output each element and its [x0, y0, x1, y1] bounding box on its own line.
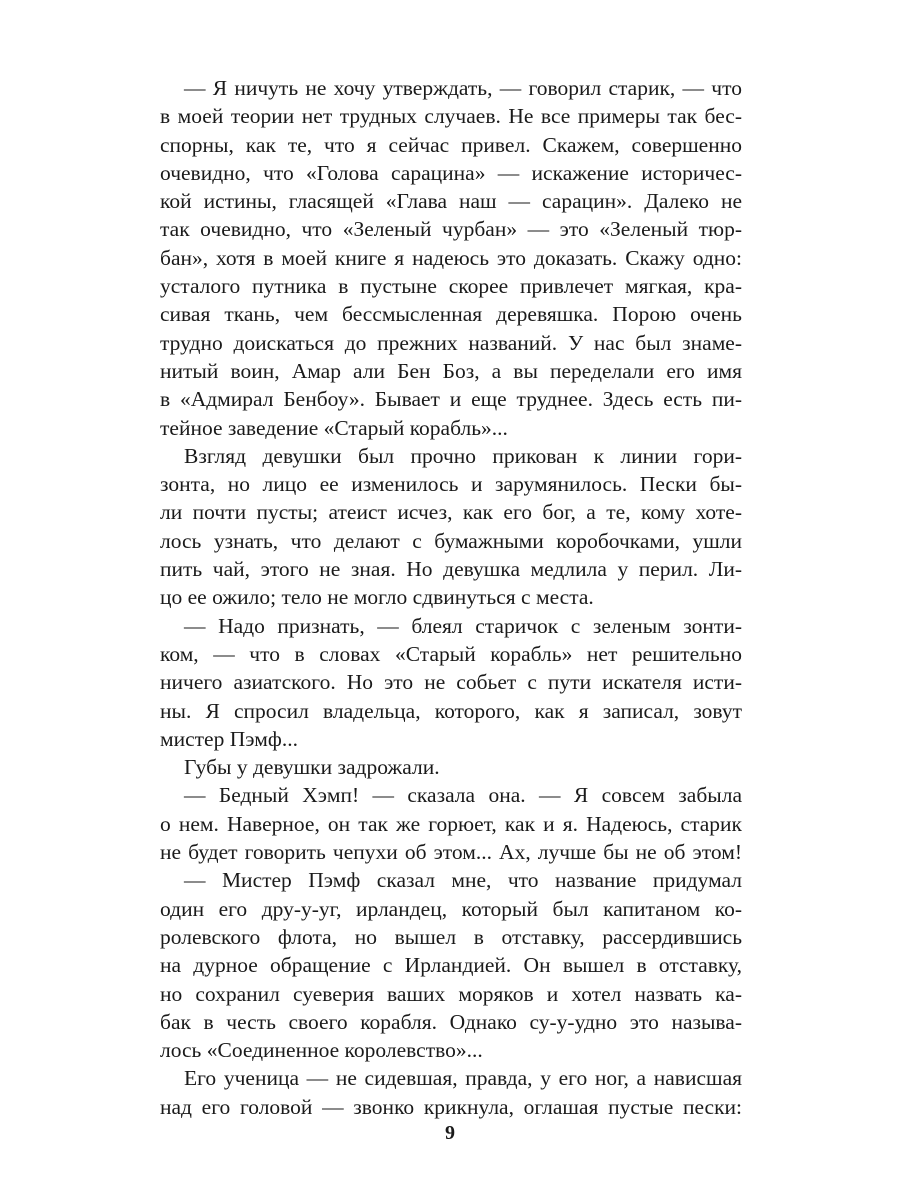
text-line: над его головой — звонко крикнула, оглашая пустые пески: [160, 1094, 742, 1119]
text-line: зонта, но лицо ее изменилось и зарумянилось. Пески бы- [160, 472, 742, 497]
text-line: цо ее ожило; тело не могло сдвинуться с места. [160, 585, 594, 610]
text-line: бан», хотя в моей книге я надеюсь это доказать. Скажу одно: [160, 245, 742, 270]
text-line: на дурное обращение с Ирландией. Он вышел в отставку, [160, 953, 742, 978]
text-line: не будет говорить чепухи об этом... Ах, лучше бы не об этом! [160, 840, 742, 865]
text-line: мистер Пэмф... [160, 726, 298, 751]
paragraph [160, 866, 742, 1064]
text-line: но сохранил суеверия ваших моряков и хотел назвать ка- [160, 981, 742, 1006]
paragraph [160, 442, 742, 612]
page-number: 9 [445, 1122, 455, 1144]
text-line: очевидно, что «Голова сарацина» — искажение историчес- [160, 160, 742, 185]
text-line: лось «Соединенное королевство»... [160, 1038, 483, 1063]
page-text [160, 74, 742, 1121]
text-line: нитый воин, Амар али Бен Боз, а вы переделали его имя [160, 358, 742, 383]
paragraph [160, 74, 742, 442]
text-line: сивая ткань, чем бессмысленная деревяшка. Порою очень [160, 302, 742, 327]
text-line: усталого путника в пустыне скорее привлечет мягкая, кра- [160, 274, 742, 299]
text-line: трудно доискаться до прежних названий. У нас был знаме- [160, 330, 742, 355]
text-line: лось узнать, что делают с бумажными коробочками, ушли [160, 528, 742, 553]
paragraph [160, 1064, 742, 1121]
paragraph [160, 781, 742, 866]
text-line: пить чай, этого не зная. Но девушка медлила у перил. Ли- [160, 557, 742, 582]
text-line: спорны, как те, что я сейчас привел. Скажем, совершенно [160, 132, 742, 157]
text-line: Губы у девушки задрожали. [184, 755, 440, 780]
text-line: ролевского флота, но вышел в отставку, рассердившись [160, 924, 742, 949]
text-line: кой истины, гласящей «Глава наш — сарацин». Далеко не [160, 189, 742, 214]
paragraph [160, 612, 742, 753]
text-line: — Бедный Хэмп! — сказала она. — Я совсем забыла [184, 783, 742, 808]
text-line: ничего азиатского. Но это не собьет с пути искателя исти- [160, 670, 742, 695]
text-line: тейное заведение «Старый корабль»... [160, 415, 508, 440]
text-line: — Я ничуть не хочу утверждать, — говорил старик, — что [184, 76, 742, 100]
text-line: Его ученица — не сидевшая, правда, у его ног, а нависшая [184, 1066, 742, 1091]
text-line: Взгляд девушки был прочно прикован к линии гори- [184, 443, 742, 468]
text-line: в моей теории нет трудных случаев. Не все примеры так бес- [160, 104, 742, 129]
text-line: ны. Я спросил владельца, которого, как я записал, зовут [160, 698, 742, 723]
text-line: так очевидно, что «Зеленый чурбан» — это «Зеленый тюр- [160, 217, 742, 242]
text-line: о нем. Наверное, он так же горюет, как и я. Надеюсь, старик [160, 811, 742, 836]
text-line: — Мистер Пэмф сказал мне, что название придумал [184, 868, 742, 893]
text-line: в «Адмирал Бенбоу». Бывает и еще труднее. Здесь есть пи- [160, 387, 742, 412]
text-line: бак в честь своего корабля. Однако су-у-удно это называ- [160, 1009, 742, 1034]
paragraph [160, 753, 742, 781]
text-line: один его дру-у-уг, ирландец, который был капитаном ко- [160, 896, 742, 921]
text-line: ли почти пусты; атеист исчез, как его бог, а те, кому хоте- [160, 500, 742, 525]
text-line: ком, — что в словах «Старый корабль» нет решительно [160, 641, 742, 666]
text-line: — Надо признать, — блеял старичок с зеленым зонти- [184, 613, 742, 638]
